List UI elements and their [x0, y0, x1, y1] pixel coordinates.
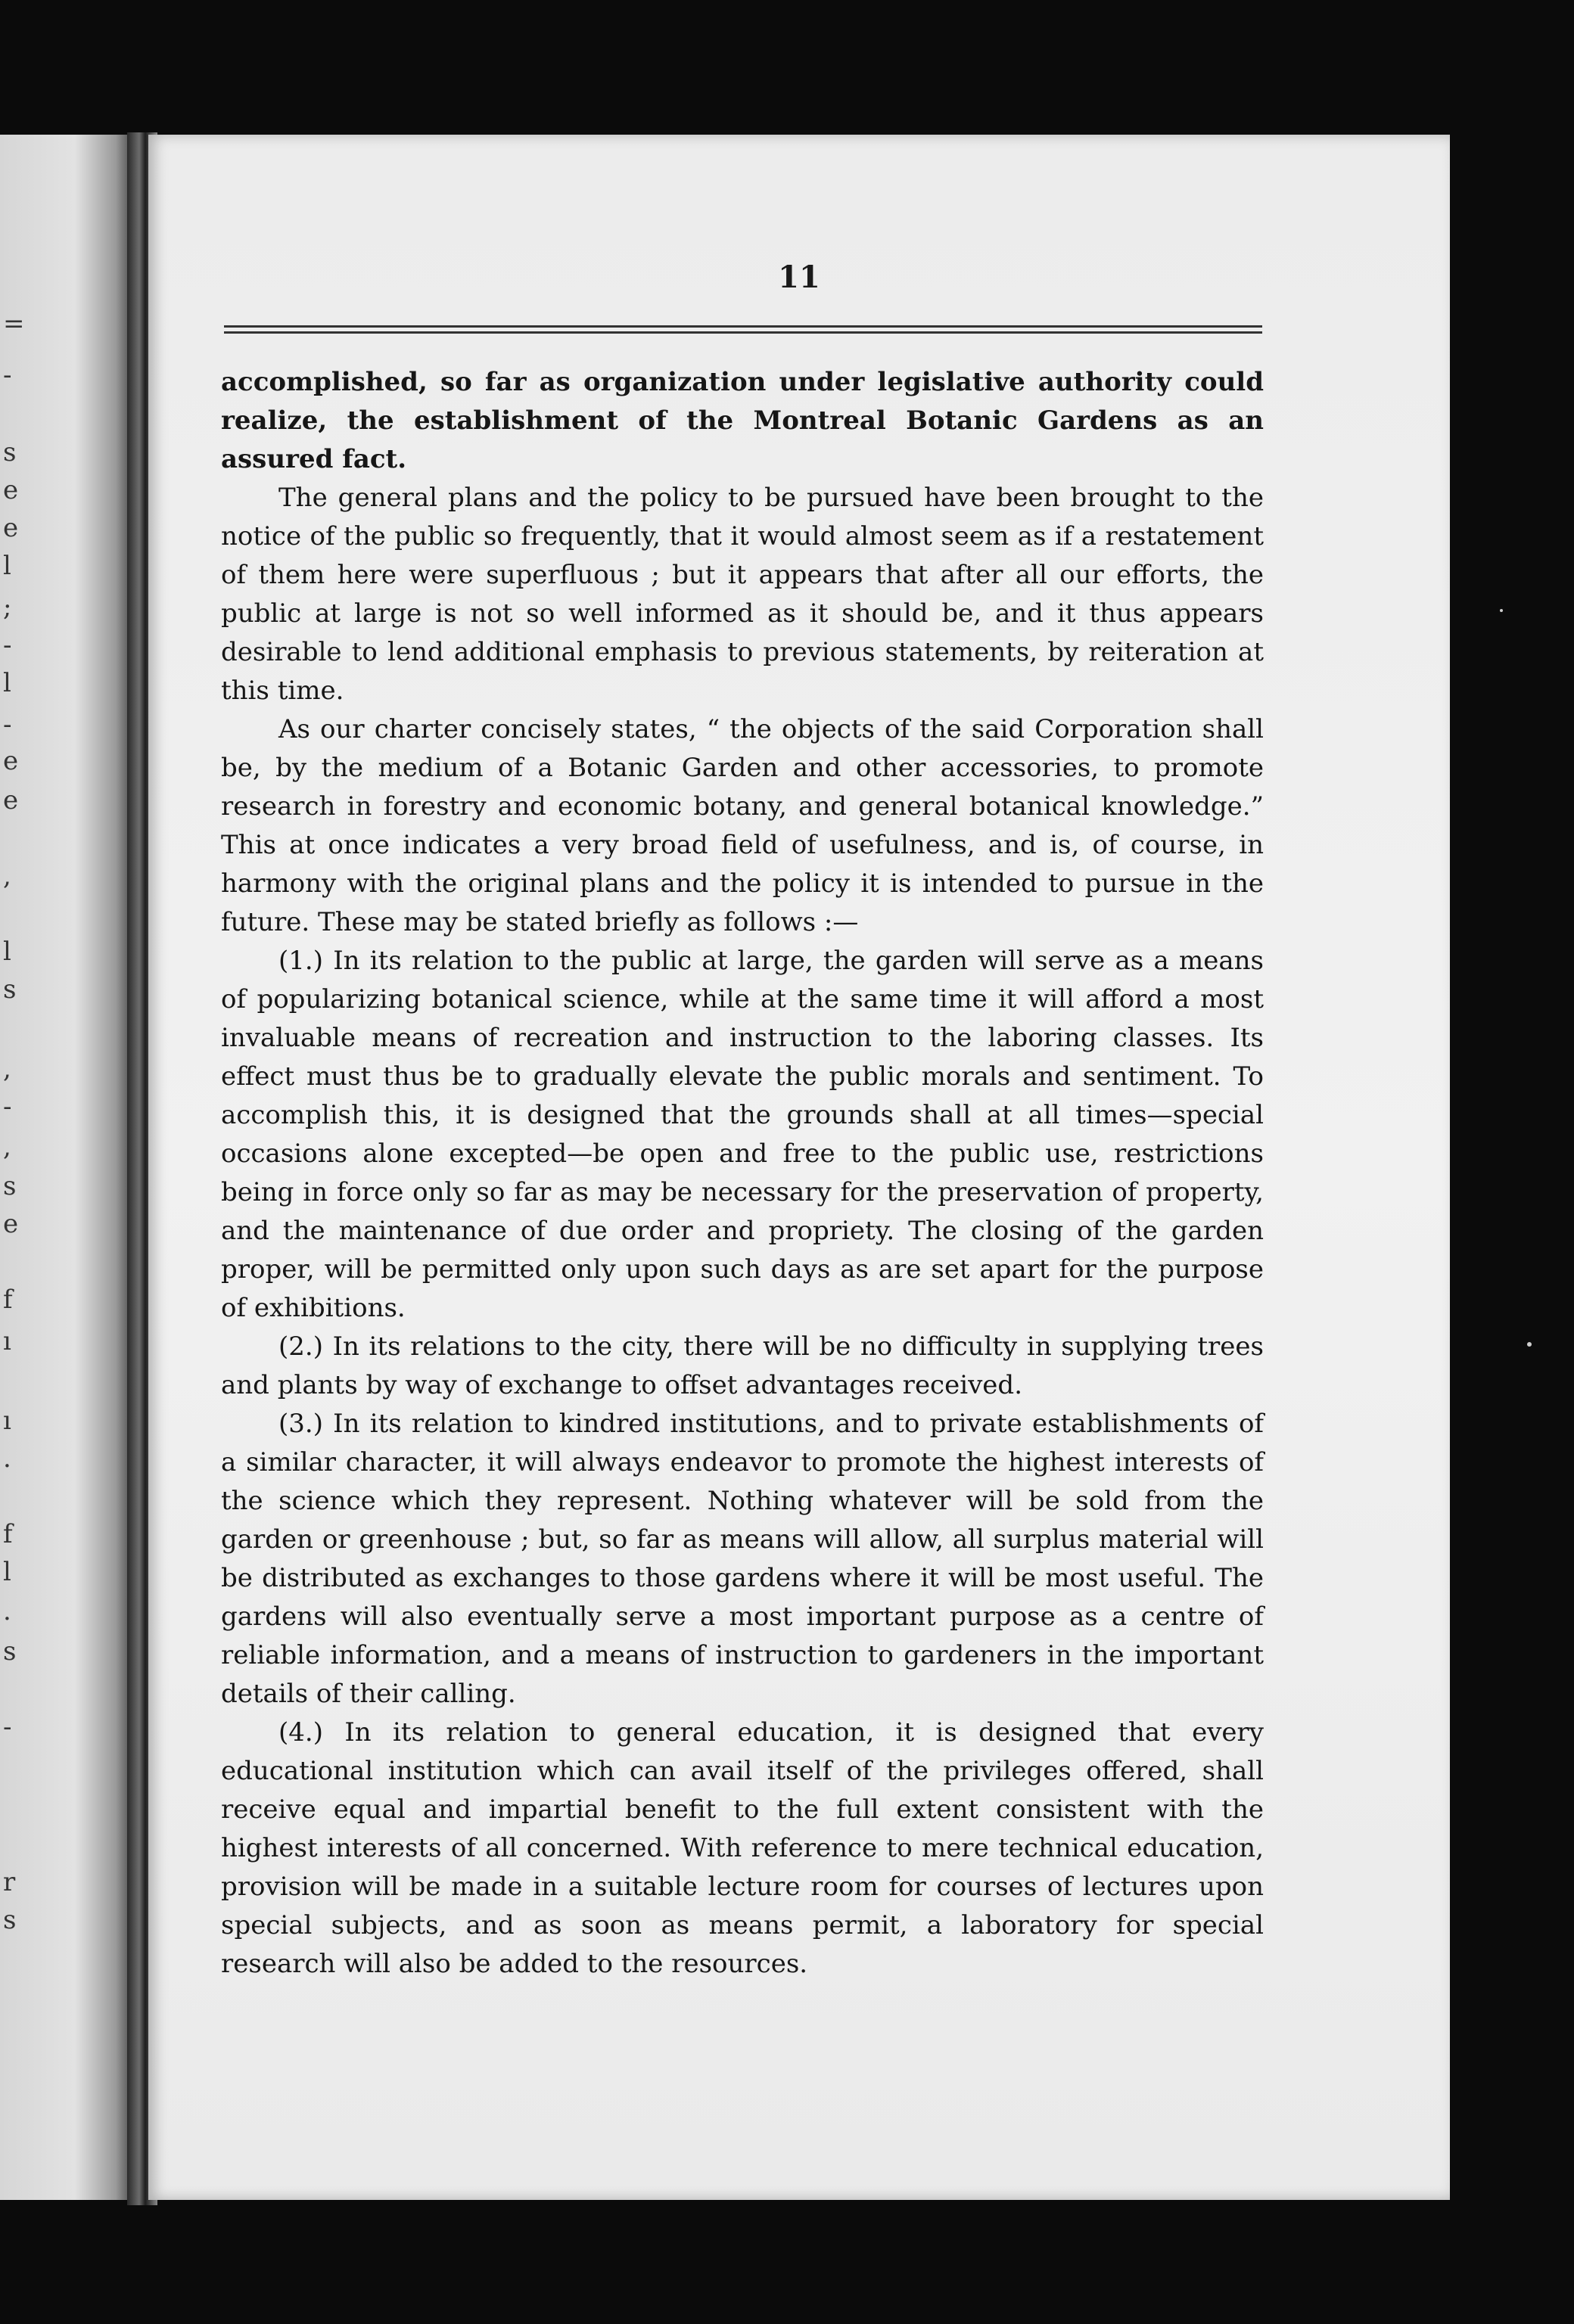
facing-char: -: [3, 360, 12, 390]
facing-char: ,: [3, 1054, 11, 1084]
facing-char: l: [3, 668, 11, 698]
facing-char: ı: [3, 1406, 11, 1436]
facing-char: .: [3, 1596, 11, 1626]
facing-char: s: [3, 437, 17, 468]
facing-char: s: [3, 1636, 17, 1667]
facing-char: -: [3, 1712, 12, 1742]
facing-char: ı: [3, 1326, 11, 1356]
facing-char: f: [3, 1519, 13, 1549]
facing-char: l: [3, 1557, 11, 1587]
facing-char: -: [3, 630, 12, 660]
facing-char: s: [3, 974, 17, 1005]
page-number: 11: [778, 259, 820, 295]
facing-char: e: [3, 746, 19, 776]
facing-char: .: [3, 1443, 11, 1474]
paragraph-6: (3.) In its relation to kindred institutions, and to private establishments of a similar character, it will always endeavor to promote the highest interests of the science which they represent. Nothing whatever will be sold from the garden or greenhouse ; but, so far as means will allow, all surplus material will be distributed as exchanges to those gardens where it will be most useful. The gardens will also eventually serve a most important purpose as a centre of reliable information, and a means of instruction to gardeners in the important details of their calling.: [221, 1409, 1264, 1709]
facing-char: ;: [3, 592, 12, 623]
facing-char: r: [3, 1867, 16, 1897]
body-text: [221, 363, 1264, 1984]
facing-char: e: [3, 513, 19, 543]
paragraph-1: accomplished, so far as organization under legislative authority could realize, the establishment of the Montreal Botanic Gardens as an assured fact.: [221, 367, 1264, 474]
facing-char: f: [3, 1285, 13, 1315]
facing-char: s: [3, 1171, 17, 1201]
facing-char: e: [3, 785, 19, 816]
paragraph-3: As our charter concisely states, “ the objects of the said Corporation shall be, by the medium of a Botanic Garden and other accessories, to promote research in forestry and economic botany, and general botanical knowledge.” This at once indicates a very broad field of usefulness, and is, of course, in harmony with the original plans and the policy it is intended to pursue in the future. These may be stated briefly as follows :—: [221, 714, 1264, 937]
book-page: [148, 135, 1450, 2200]
facing-char: -: [3, 1092, 12, 1122]
facing-char: ,: [3, 861, 11, 891]
facing-char: e: [3, 1209, 19, 1239]
paragraph-2: The general plans and the policy to be pursued have been brought to the notice of the public so frequently, that it would almost seem as if a restatement of them here were superfluous ; but it appears that after all our efforts, the public at large is not so well informed as it should be, and it thus appears desirable to lend additional emphasis to previous statements, by reiteration at this time.: [221, 483, 1264, 706]
facing-char: l: [3, 551, 11, 581]
paragraph-5: (2.) In its relations to the city, there will be no difficulty in supplying trees and plants by way of exchange to offset advantages received.: [221, 1331, 1264, 1400]
paragraph-7: (4.) In its relation to general education, it is designed that every educational institution which can avail itself of the privileges offered, shall receive equal and impartial benefit to the full extent consistent with the highest interests of all concerned. With reference to mere technical education, provision will be made in a suitable lecture room for courses of lectures upon special subjects, and as soon as means permit, a laboratory for special research will also be added to the resources.: [221, 1717, 1264, 1979]
facing-char: e: [3, 475, 19, 505]
facing-page-characters: [3, 135, 26, 2200]
facing-char: s: [3, 1905, 17, 1935]
facing-char: l: [3, 937, 11, 967]
header-double-rule: [224, 325, 1262, 334]
dust-speck: [1527, 1342, 1532, 1347]
dust-speck: [1500, 609, 1503, 612]
paragraph-4: (1.) In its relation to the public at large, the garden will serve as a means of popularizing botanical science, while at the same time it will afford a most invaluable means of recreation and instruction to the laboring classes. Its effect must thus be to gradually elevate the public morals and sentiment. To accomplish this, it is designed that the grounds shall at all times—special occasions alone excepted—be open and free to the public use, restrictions being in force only so far as may be necessary for the preservation of property, and the maintenance of due order and propriety. The closing of the garden proper, will be permitted only upon such days as are set apart for the purpose of exhibitions.: [221, 946, 1264, 1323]
facing-char: -: [3, 710, 12, 740]
facing-char: ,: [3, 1132, 11, 1162]
facing-page-fragment: [0, 135, 136, 2200]
facing-char: =: [3, 309, 25, 339]
